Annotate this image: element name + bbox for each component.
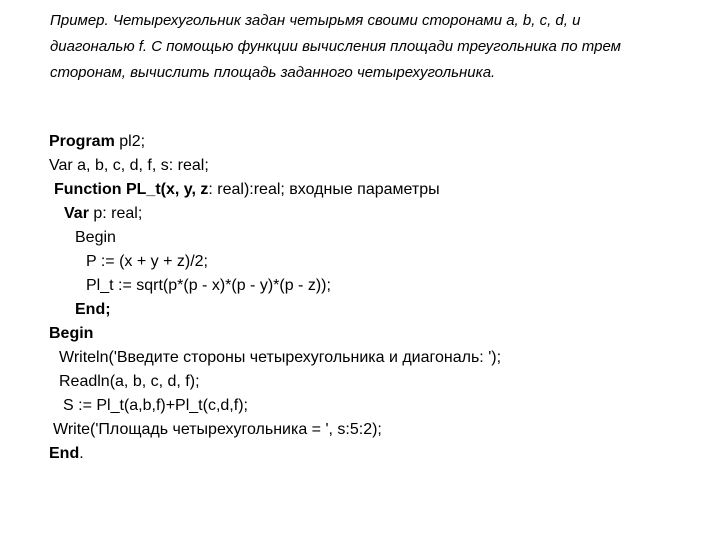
code-line-readln — [49, 370, 501, 394]
keyword-var: Var — [64, 205, 89, 222]
code-text: p: real; — [88, 205, 143, 222]
code-line-function — [49, 178, 501, 202]
code-text: . — [79, 445, 84, 462]
code-listing — [49, 130, 501, 466]
keyword-begin: Begin — [49, 325, 94, 342]
code-text: Var a, b, c, d, f, s: real; — [49, 157, 209, 174]
problem-statement-line-2: диагональю f. С помощью функции вычисления площади треугольника по трем — [50, 38, 621, 55]
code-text: pl2; — [114, 133, 146, 150]
code-line-result-assign — [49, 274, 501, 298]
keyword-program: Program — [49, 133, 115, 150]
code-text: P := (x + y + z)/2; — [86, 253, 208, 270]
code-line-end-inner — [49, 298, 501, 322]
code-line-write — [49, 418, 501, 442]
code-text: S := Pl_t(a,b,f)+Pl_t(c,d,f); — [63, 397, 248, 414]
code-line-end-main — [49, 442, 501, 466]
problem-statement-line-1: Пример. Четырехугольник задан четырьмя своими сторонами a, b, c, d, и — [50, 12, 581, 29]
keyword-end: End; — [75, 301, 111, 318]
code-text: Writeln('Введите стороны четырехугольника и диагональ: '); — [59, 349, 502, 366]
code-text: Pl_t := sqrt(p*(p - x)*(p - y)*(p - z)); — [86, 277, 331, 294]
keyword-function: Function PL_t(x, y, z — [54, 181, 209, 198]
code-line-writeln — [49, 346, 501, 370]
code-text: Write('Площадь четырехугольника = ', s:5:2); — [53, 421, 382, 438]
code-line-program — [49, 130, 501, 154]
code-line-local-var — [49, 202, 501, 226]
code-text: Readln(a, b, c, d, f); — [59, 373, 200, 390]
keyword-end-main: End — [49, 445, 80, 462]
problem-statement-line-3: сторонам, вычислить площадь заданного четырехугольника. — [50, 64, 496, 81]
code-line-var — [49, 154, 501, 178]
problem-statement — [50, 8, 690, 86]
code-line-begin-inner — [49, 226, 501, 250]
code-line-area-sum — [49, 394, 501, 418]
code-text: Begin — [75, 229, 116, 246]
code-line-begin-main — [49, 322, 501, 346]
code-line-p-assign — [49, 250, 501, 274]
code-text: : real):real; входные параметры — [208, 181, 440, 198]
